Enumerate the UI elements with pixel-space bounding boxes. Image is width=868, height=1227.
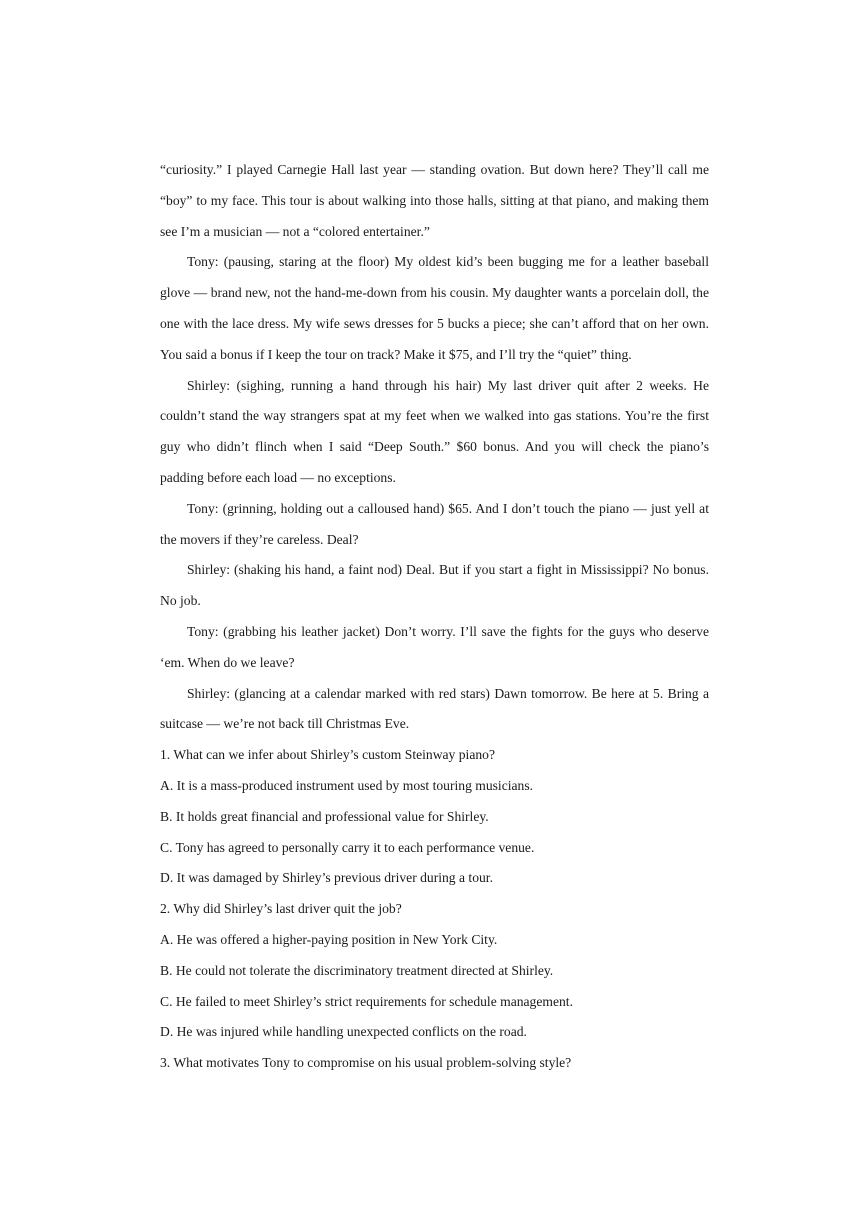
- paragraph-shirley-4: Shirley: (glancing at a calendar marked with red stars) Dawn tomorrow. Be here at 5. Bring a suitcase — we’re not back till Christmas Eve.: [160, 685, 709, 732]
- question-stem: 3. What motivates Tony to compromise on his usual problem-solving style?: [160, 1055, 572, 1071]
- option-a: A. He was offered a higher-paying position in New York City.: [160, 931, 498, 947]
- question-stem: 1. What can we infer about Shirley’s custom Steinway piano?: [160, 747, 495, 763]
- option-c: C. He failed to meet Shirley’s strict requirements for schedule management.: [160, 993, 573, 1009]
- question-stem: 2. Why did Shirley’s last driver quit the job?: [160, 901, 402, 917]
- passage: [160, 155, 709, 740]
- paragraph-shirley-2: Shirley: (sighing, running a hand through his hair) My last driver quit after 2 weeks. He couldn’t stand the way strangers spat at my feet when we walked into gas stations. You’re the first guy who didn’t flinch when I said “Deep South.” $60 bonus. And you will check the piano’s padding before each load — no exceptions.: [160, 377, 709, 485]
- paragraph-tony-3: Tony: (grabbing his leather jacket) Don’t worry. I’ll save the fights for the guys who deserve ‘em. When do we leave?: [160, 623, 709, 670]
- paragraph-tony-1: Tony: (pausing, staring at the floor) My oldest kid’s been bugging me for a leather baseball glove — brand new, not the hand-me-down from his cousin. My daughter wants a porcelain doll, the one with the lace dress. My wife sews dresses for 5 bucks a piece; she can’t afford that on her own. You said a bonus if I keep the tour on track? Make it $75, and I’ll try the “quiet” thing.: [160, 254, 709, 362]
- option-b: B. He could not tolerate the discriminatory treatment directed at Shirley.: [160, 962, 554, 978]
- question-3: [160, 1048, 709, 1079]
- option-d: D. He was injured while handling unexpected conflicts on the road.: [160, 1024, 527, 1040]
- paragraph-shirley-1: “curiosity.” I played Carnegie Hall last year — standing ovation. But down here? They’ll call me “boy” to my face. This tour is about walking into those halls, sitting at that piano, and making them see I’m a musician — not a “colored entertainer.”: [160, 162, 709, 239]
- question-1: [160, 740, 709, 894]
- option-a: A. It is a mass-produced instrument used by most touring musicians.: [160, 777, 534, 793]
- paragraph-shirley-3: Shirley: (shaking his hand, a faint nod) Deal. But if you start a fight in Mississippi? No bonus. No job.: [160, 562, 709, 609]
- paragraph-tony-2: Tony: (grinning, holding out a calloused hand) $65. And I don’t touch the piano — just yell at the movers if they’re careless. Deal?: [160, 500, 709, 547]
- option-c: C. Tony has agreed to personally carry it to each performance venue.: [160, 839, 535, 855]
- option-b: B. It holds great financial and professional value for Shirley.: [160, 808, 489, 824]
- question-2: [160, 894, 709, 1048]
- option-d: D. It was damaged by Shirley’s previous driver during a tour.: [160, 870, 493, 886]
- document-page: [160, 155, 709, 1079]
